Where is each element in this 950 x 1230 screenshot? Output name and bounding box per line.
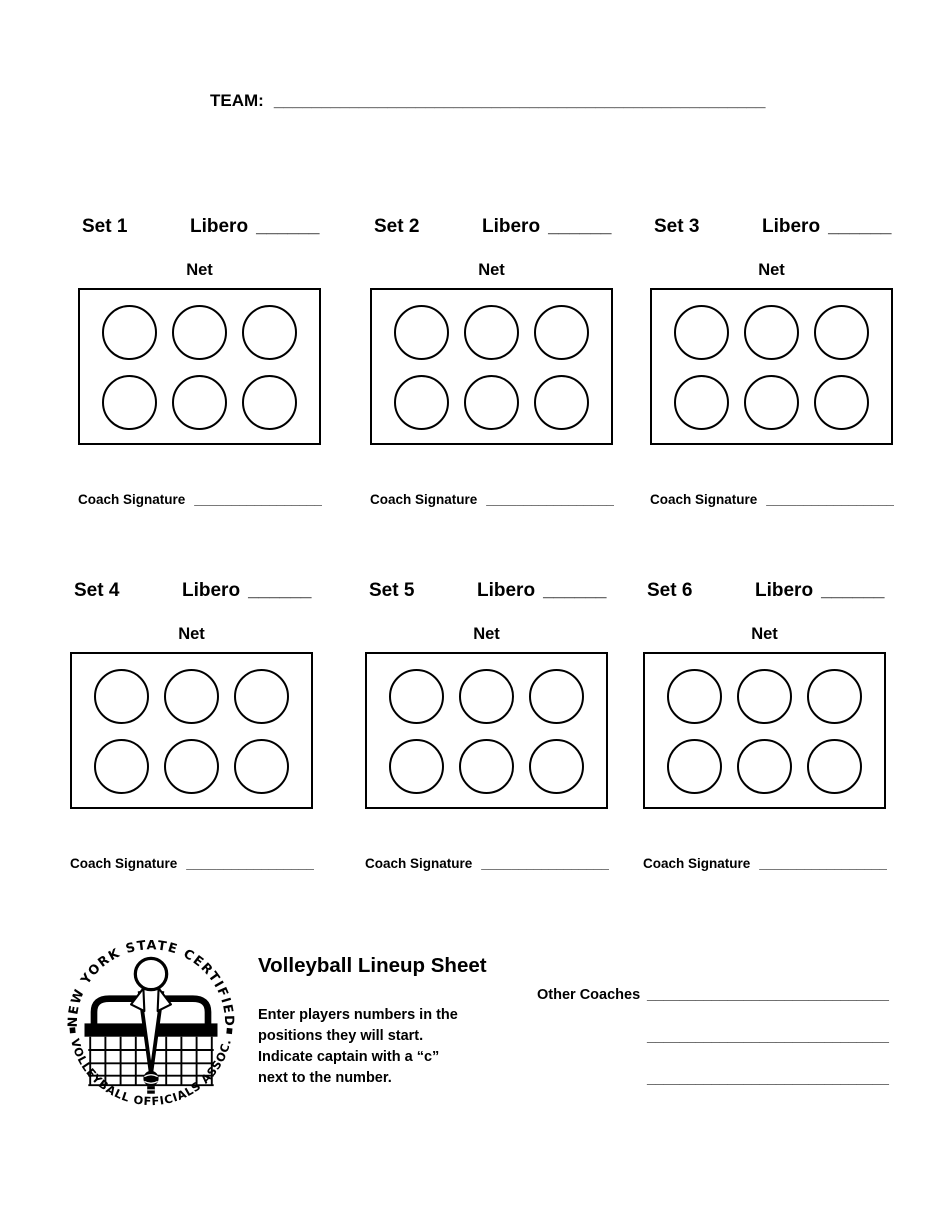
court-box bbox=[650, 288, 893, 445]
set-block-4 bbox=[70, 580, 313, 885]
instruction-line: positions they will start. bbox=[258, 1028, 424, 1044]
libero-label: Libero bbox=[182, 580, 241, 601]
instruction-line: Indicate captain with a “c” bbox=[258, 1049, 440, 1065]
team-label: TEAM: bbox=[210, 91, 264, 110]
other-coaches-line-1[interactable]: ______________________________ bbox=[647, 987, 889, 1003]
whistle-icon bbox=[143, 1071, 158, 1094]
position-circle[interactable] bbox=[389, 669, 444, 724]
libero-label: Libero bbox=[762, 216, 821, 237]
position-circle[interactable] bbox=[529, 739, 584, 794]
coach-signature-label: Coach Signature bbox=[370, 492, 478, 507]
position-circle[interactable] bbox=[234, 739, 289, 794]
position-circle[interactable] bbox=[744, 375, 799, 430]
set-block-6 bbox=[643, 580, 886, 885]
position-circle[interactable] bbox=[242, 375, 297, 430]
libero-input-line[interactable]: ______ bbox=[821, 580, 885, 601]
net-label: Net bbox=[473, 625, 500, 643]
coach-signature-label: Coach Signature bbox=[650, 492, 758, 507]
referee-head bbox=[135, 958, 166, 989]
position-circle[interactable] bbox=[394, 375, 449, 430]
coach-signature-label: Coach Signature bbox=[70, 856, 178, 871]
set-block-2 bbox=[370, 216, 613, 521]
position-circle[interactable] bbox=[534, 305, 589, 360]
coach-signature-label: Coach Signature bbox=[365, 856, 473, 871]
libero-input-line[interactable]: ______ bbox=[548, 216, 612, 237]
position-circle[interactable] bbox=[459, 739, 514, 794]
position-circle[interactable] bbox=[464, 305, 519, 360]
position-circle[interactable] bbox=[94, 739, 149, 794]
instruction-line: Enter players numbers in the bbox=[258, 1007, 458, 1023]
logo-arc-bottom-text: ▪ VOLLEYBALL OFFICIALS ASSOC. ▪ bbox=[66, 1025, 236, 1107]
coach-signature-line[interactable]: _________________ bbox=[766, 492, 894, 507]
team-row bbox=[210, 91, 765, 111]
coach-signature-line[interactable]: _________________ bbox=[481, 856, 609, 871]
position-circle[interactable] bbox=[172, 375, 227, 430]
court-box bbox=[78, 288, 321, 445]
position-circle[interactable] bbox=[667, 669, 722, 724]
libero-label: Libero bbox=[477, 580, 536, 601]
position-circle[interactable] bbox=[674, 375, 729, 430]
set-header bbox=[70, 580, 313, 604]
libero-input-line[interactable]: ______ bbox=[248, 580, 312, 601]
court-box bbox=[365, 652, 608, 809]
position-circle[interactable] bbox=[674, 305, 729, 360]
instructions bbox=[258, 1005, 528, 1089]
position-circle[interactable] bbox=[529, 669, 584, 724]
libero-input-line[interactable]: ______ bbox=[256, 216, 320, 237]
set-title: Set 3 bbox=[654, 216, 700, 237]
position-circle[interactable] bbox=[737, 669, 792, 724]
set-title: Set 6 bbox=[647, 580, 693, 601]
net-label: Net bbox=[758, 261, 785, 279]
position-circle[interactable] bbox=[94, 669, 149, 724]
position-circle[interactable] bbox=[394, 305, 449, 360]
position-circle[interactable] bbox=[744, 305, 799, 360]
coach-signature-line[interactable]: _________________ bbox=[186, 856, 314, 871]
other-coaches-line-2[interactable]: ______________________________ bbox=[647, 1029, 889, 1045]
libero-label: Libero bbox=[482, 216, 541, 237]
set-header bbox=[78, 216, 321, 240]
position-circle[interactable] bbox=[102, 375, 157, 430]
other-coaches-line-3[interactable]: ______________________________ bbox=[647, 1071, 889, 1087]
court-box bbox=[370, 288, 613, 445]
set-block-1 bbox=[78, 216, 321, 521]
net-label: Net bbox=[478, 261, 505, 279]
set-header bbox=[643, 580, 886, 604]
position-circle[interactable] bbox=[389, 739, 444, 794]
position-circle[interactable] bbox=[164, 739, 219, 794]
libero-label: Libero bbox=[190, 216, 249, 237]
instruction-line: next to the number. bbox=[258, 1070, 392, 1086]
position-circle[interactable] bbox=[464, 375, 519, 430]
position-circle[interactable] bbox=[242, 305, 297, 360]
position-circle[interactable] bbox=[667, 739, 722, 794]
set-header bbox=[650, 216, 893, 240]
position-circle[interactable] bbox=[164, 669, 219, 724]
position-circle[interactable] bbox=[807, 739, 862, 794]
net-label: Net bbox=[751, 625, 778, 643]
libero-input-line[interactable]: ______ bbox=[543, 580, 607, 601]
set-title: Set 2 bbox=[374, 216, 420, 237]
court-box bbox=[643, 652, 886, 809]
position-circle[interactable] bbox=[459, 669, 514, 724]
net-label: Net bbox=[186, 261, 213, 279]
position-circle[interactable] bbox=[737, 739, 792, 794]
team-input-line[interactable]: ____________________________________________________ bbox=[273, 91, 766, 110]
set-title: Set 4 bbox=[74, 580, 120, 601]
position-circle[interactable] bbox=[234, 669, 289, 724]
libero-input-line[interactable]: ______ bbox=[828, 216, 892, 237]
position-circle[interactable] bbox=[102, 305, 157, 360]
coach-signature-line[interactable]: _________________ bbox=[194, 492, 322, 507]
set-title: Set 1 bbox=[82, 216, 128, 237]
position-circle[interactable] bbox=[807, 669, 862, 724]
position-circle[interactable] bbox=[814, 305, 869, 360]
coach-signature-label: Coach Signature bbox=[78, 492, 186, 507]
coach-signature-label: Coach Signature bbox=[643, 856, 751, 871]
libero-label: Libero bbox=[755, 580, 814, 601]
set-title: Set 5 bbox=[369, 580, 415, 601]
coach-signature-line[interactable]: _________________ bbox=[486, 492, 614, 507]
set-block-3 bbox=[650, 216, 893, 521]
position-circle[interactable] bbox=[534, 375, 589, 430]
set-header bbox=[365, 580, 608, 604]
set-header bbox=[370, 216, 613, 240]
coach-signature-line[interactable]: _________________ bbox=[759, 856, 887, 871]
set-block-5 bbox=[365, 580, 608, 885]
other-coaches-label: Other Coaches bbox=[537, 987, 641, 1003]
nysvoa-logo bbox=[56, 936, 246, 1107]
court-box bbox=[70, 652, 313, 809]
position-circle[interactable] bbox=[172, 305, 227, 360]
position-circle[interactable] bbox=[814, 375, 869, 430]
net-label: Net bbox=[178, 625, 205, 643]
sheet-title: Volleyball Lineup Sheet bbox=[258, 954, 487, 977]
logo-arc-top-text: NEW YORK STATE CERTIFIED bbox=[65, 938, 237, 1028]
